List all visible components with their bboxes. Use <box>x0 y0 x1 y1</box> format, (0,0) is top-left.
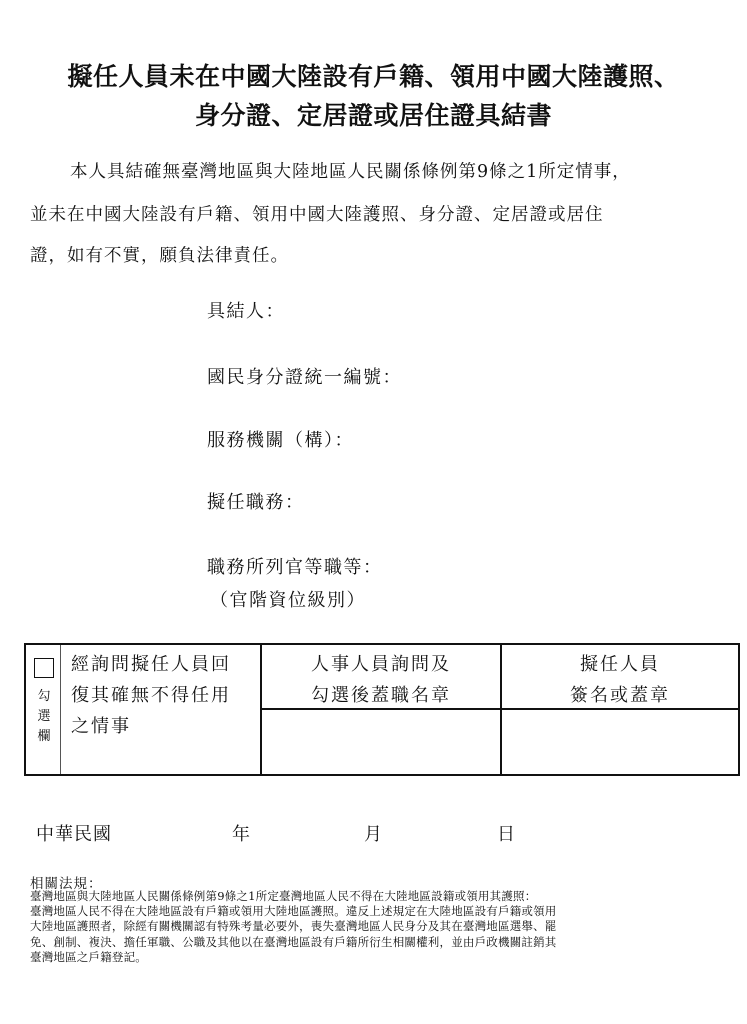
date-year-label: 年 <box>232 824 251 845</box>
rank-field-label: 職務所列官等職等： <box>207 557 383 578</box>
checkbox-column <box>26 645 62 774</box>
appointee-header-line: 擬任人員 <box>580 654 660 675</box>
hr-officer-header <box>262 649 500 711</box>
appointee-header <box>502 649 738 711</box>
hr-officer-header-line: 人事人員詢問及 <box>311 654 451 675</box>
rank-note-label: （官階資位級別） <box>210 590 366 611</box>
related-law-line: 大陸地區護照者，除經有關機關認有特殊考量必要外，喪失臺灣地區人民身分及其在臺灣地區選舉、罷 <box>30 919 557 933</box>
inquiry-statement-line: 復其確無不得任用 <box>71 685 231 706</box>
date-month-label: 月 <box>364 824 383 845</box>
related-law-title: 相關法規： <box>30 876 103 892</box>
declarant-field-label: 具結人： <box>207 301 285 322</box>
hr-officer-header-line: 勾選後蓋職名章 <box>311 685 451 706</box>
statement-line: 並未在中國大陸設有戶籍、領用中國大陸護照、身分證、定居證或居住 <box>30 205 604 225</box>
inquiry-statement <box>71 649 256 742</box>
position-field-label: 擬任職務： <box>207 492 305 513</box>
appointee-header-line: 簽名或蓋章 <box>570 685 670 706</box>
checkbox-column-label: 勾 選 欄 <box>37 689 51 744</box>
date-day-label: 日 <box>497 824 516 845</box>
related-law-line: 臺灣地區人民不得在大陸地區設有戶籍或領用大陸地區護照。違反上述規定在大陸地區設有戶籍或領用 <box>30 904 557 918</box>
inquiry-statement-line: 之情事 <box>71 716 131 737</box>
document-title-line-2: 身分證、定居證或居住證具結書 <box>194 101 552 130</box>
confirm-checkbox[interactable] <box>34 658 54 678</box>
date-era-label: 中華民國 <box>36 824 112 845</box>
id-number-field-label: 國民身分證統一編號： <box>207 367 402 388</box>
statement-line: 證，如有不實，願負法律責任。 <box>30 246 289 266</box>
hr-officer-seal-area[interactable] <box>262 710 500 774</box>
related-law-line: 臺灣地區之戶籍登記。 <box>30 950 147 964</box>
related-law-line: 臺灣地區與大陸地區人民關係條例第9條之1所定臺灣地區人民不得在大陸地區設籍或領用其護照： <box>30 889 537 903</box>
statement-line: 本人具結確無臺灣地區與大陸地區人民關係條例第9條之1所定情事， <box>70 162 631 182</box>
agency-field-label: 服務機關（構）： <box>207 430 354 451</box>
inquiry-statement-line: 經詢問擬任人員回 <box>71 654 231 675</box>
document-title-line-1: 擬任人員未在中國大陸設有戶籍、領用中國大陸護照、 <box>67 62 680 91</box>
verification-table <box>24 643 740 776</box>
appointee-signature-area[interactable] <box>502 710 738 774</box>
related-law-line: 免、創制、複決、擔任軍職、公職及其他以在臺灣地區設有戶籍所衍生相關權利，並由戶政機關註銷其 <box>30 935 557 949</box>
